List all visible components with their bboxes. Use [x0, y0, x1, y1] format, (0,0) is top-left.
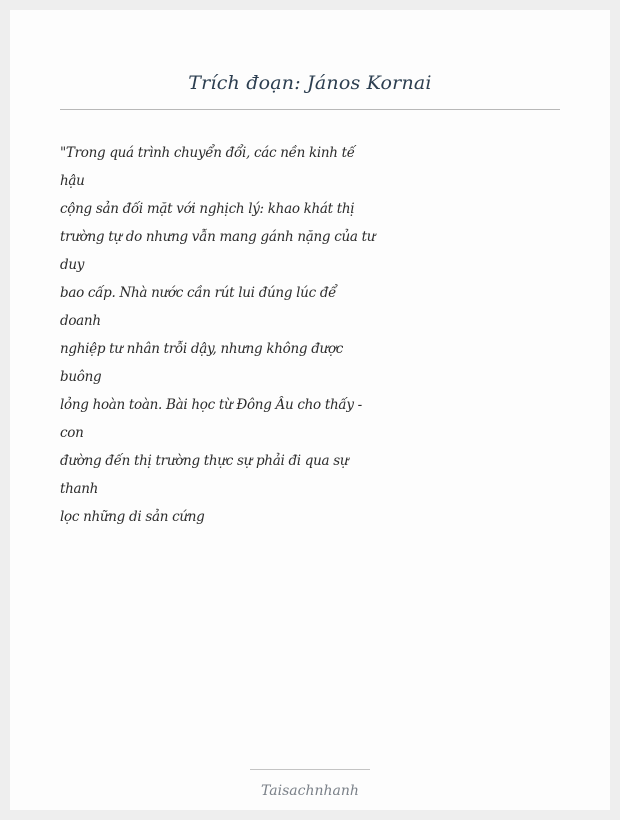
- quote-line: buông: [60, 369, 102, 385]
- quote-line: "Trong quá trình chuyển đổi, các nền kinh tế: [60, 145, 355, 161]
- quote-line: hậu: [60, 173, 85, 189]
- quote-line: bao cấp. Nhà nước cần rút lui đúng lúc để: [60, 285, 337, 301]
- quote-line: nghiệp tư nhân trỗi dậy, nhưng không được: [60, 341, 344, 357]
- quote-line: duy: [60, 257, 85, 273]
- footer-brand: Taisachnhanh: [261, 783, 359, 799]
- quote-line: thanh: [60, 481, 99, 497]
- title-divider: [60, 109, 560, 110]
- quote-line: trường tự do nhưng vẫn mang gánh nặng của tư: [60, 229, 376, 245]
- quote-line: lỏng hoàn toàn. Bài học từ Đông Âu cho thấy -: [60, 397, 362, 413]
- page-title: Trích đoạn: János Kornai: [188, 72, 432, 94]
- document-page: [10, 10, 610, 810]
- quote-body: [60, 141, 376, 533]
- quote-line: doanh: [60, 313, 101, 329]
- quote-line: con: [60, 425, 84, 441]
- quote-line: cộng sản đối mặt với nghịch lý: khao khát thị: [60, 201, 355, 217]
- quote-line: lọc những di sản cứng: [60, 509, 205, 525]
- footer-divider: [250, 769, 370, 770]
- quote-line: đường đến thị trường thực sự phải đi qua sự: [60, 453, 349, 469]
